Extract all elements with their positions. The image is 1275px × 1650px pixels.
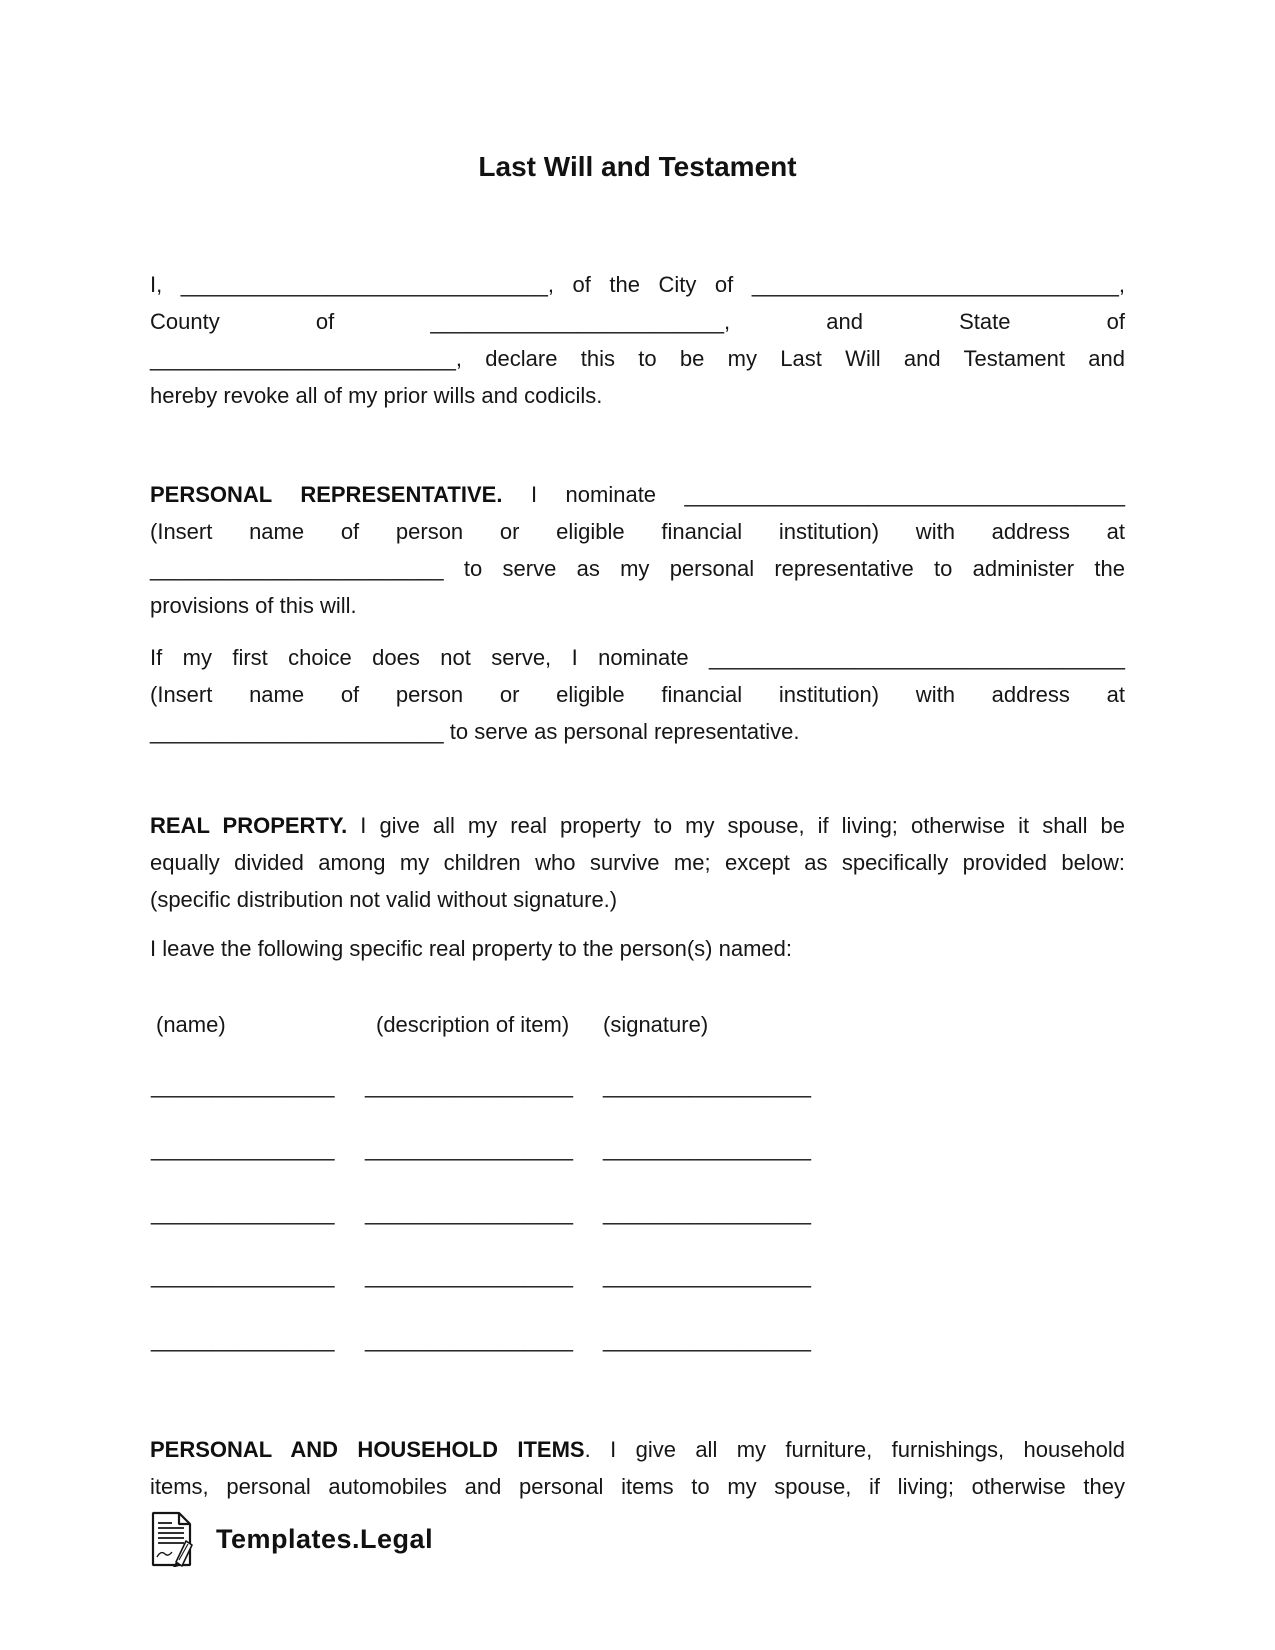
property-table [150, 1006, 1125, 1366]
table-row [150, 1130, 1125, 1167]
description-blank-line: _________________ [365, 1263, 574, 1288]
section-heading-real-property: REAL PROPERTY. [150, 813, 348, 838]
text-segment: . I give all my furniture, furnishings, household [584, 1437, 1126, 1462]
text-line: (Insert name of person or eligible financial institution) with address at [150, 519, 1125, 544]
personal-representative-paragraph [150, 476, 1125, 624]
name-blank-line: _______________ [151, 1263, 335, 1288]
brand-logo-text: Templates.Legal [216, 1524, 434, 1554]
text-line [150, 476, 1125, 513]
text-line: equally divided among my children who survive me; except as specifically provided below: [150, 850, 1125, 875]
name-blank-line: _______________ [151, 1136, 335, 1161]
household-items-paragraph [150, 1431, 1125, 1505]
text-line: If my first choice does not serve, I nominate __________________________________ [150, 645, 1125, 670]
text-line: ________________________ to serve as my personal representative to administer the [150, 556, 1125, 581]
signature-blank-line: _________________ [603, 1327, 812, 1352]
name-blank-line: _______________ [151, 1200, 335, 1225]
table-row [150, 1194, 1125, 1231]
text-segment: I nominate ____________________________________ [530, 482, 1125, 507]
text-line: ________________________ to serve as personal representative. [150, 719, 800, 744]
name-blank-line: _______________ [151, 1073, 335, 1098]
text-segment: I give all my real property to my spouse, if living; otherwise it shall be [360, 813, 1125, 838]
signature-blank-line: _________________ [603, 1263, 812, 1288]
text-line: I, ______________________________, of the City of ______________________________, [150, 272, 1125, 297]
leave-property-line [150, 930, 1125, 967]
text-line: provisions of this will. [150, 593, 357, 618]
column-header-description: (description of item) [376, 1012, 570, 1037]
intro-paragraph [150, 266, 1125, 414]
real-property-paragraph [150, 807, 1125, 918]
description-blank-line: _________________ [365, 1200, 574, 1225]
text-line: items, personal automobiles and personal items to my spouse, if living; otherwise they [150, 1474, 1125, 1499]
description-blank-line: _________________ [365, 1327, 574, 1352]
signature-blank-line: _________________ [603, 1073, 812, 1098]
text-line: County of ________________________, and State of [150, 309, 1125, 334]
document-title: Last Will and Testament [478, 151, 797, 182]
column-header-name: (name) [156, 1012, 226, 1037]
column-header-signature: (signature) [603, 1012, 709, 1037]
name-blank-line: _______________ [151, 1327, 335, 1352]
description-blank-line: _________________ [365, 1136, 574, 1161]
document-with-pen-icon [150, 1511, 194, 1567]
table-row [150, 1321, 1125, 1358]
section-heading-household-items: PERSONAL AND HOUSEHOLD ITEMS [150, 1437, 585, 1462]
text-line: I leave the following specific real property to the person(s) named: [150, 936, 792, 961]
footer-brand [150, 1511, 433, 1567]
text-line [150, 807, 1125, 844]
description-blank-line: _________________ [365, 1073, 574, 1098]
table-row [150, 1257, 1125, 1294]
text-line: (specific distribution not valid without signature.) [150, 887, 618, 912]
text-line [150, 1431, 1125, 1468]
signature-blank-line: _________________ [603, 1200, 812, 1225]
table-row [150, 1067, 1125, 1104]
text-line: (Insert name of person or eligible financial institution) with address at [150, 682, 1125, 707]
alternate-representative-paragraph [150, 639, 1125, 750]
text-line: _________________________, declare this to be my Last Will and Testament and [150, 346, 1125, 371]
text-line: hereby revoke all of my prior wills and codicils. [150, 383, 603, 408]
signature-blank-line: _________________ [603, 1136, 812, 1161]
section-heading-personal-representative: PERSONAL REPRESENTATIVE. [150, 482, 503, 507]
